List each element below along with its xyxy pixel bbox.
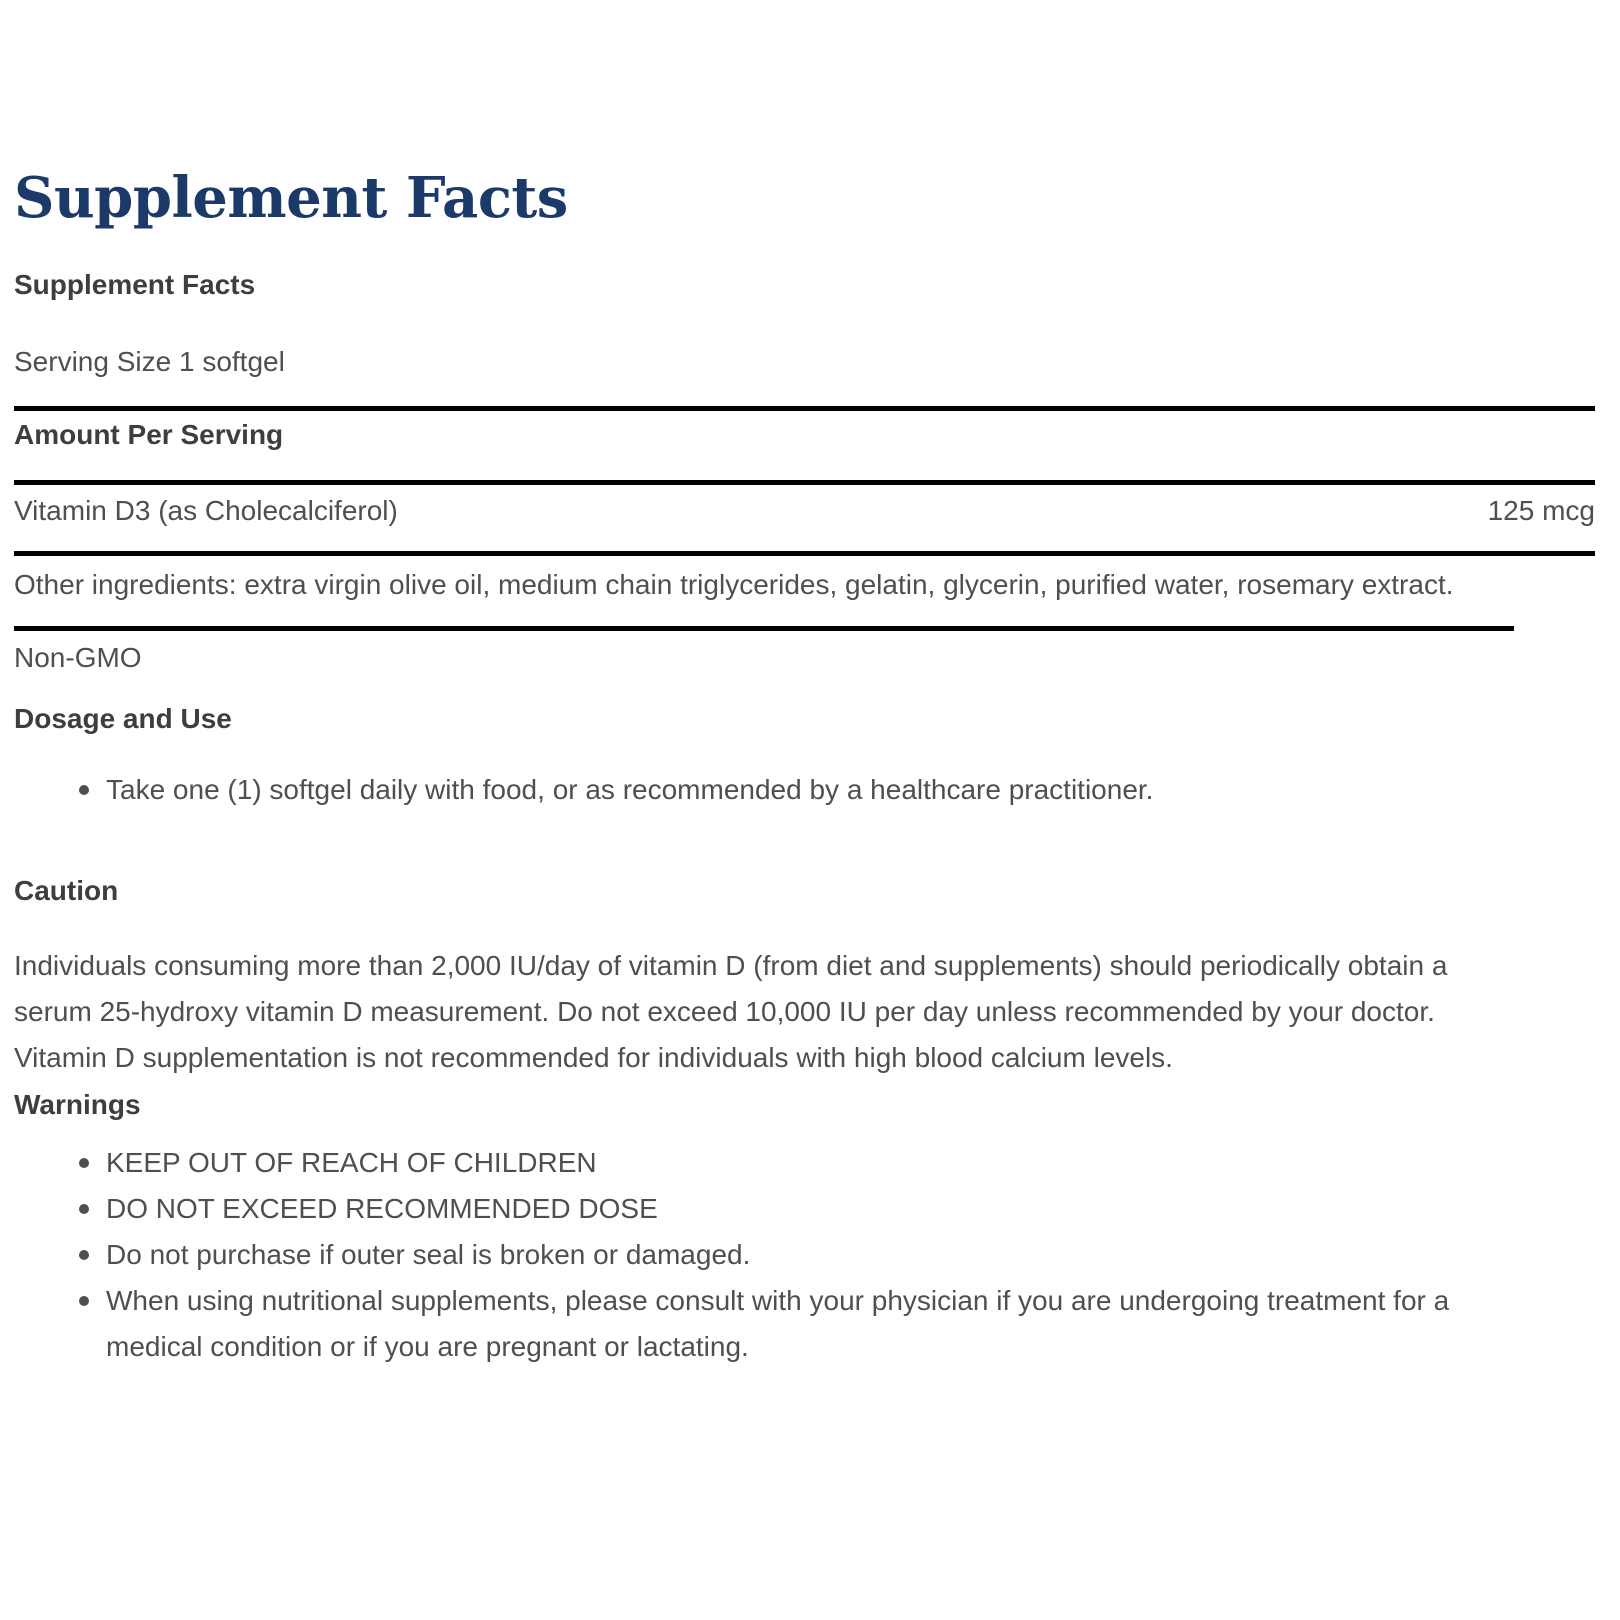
dosage-list [14,767,1544,813]
warnings-list [14,1140,1544,1370]
warnings-section [14,1090,1595,1370]
nutrient-name: Vitamin D3 (as Cholecalciferol) [14,494,398,526]
supplement-facts-section [14,270,1595,674]
amount-per-serving-header: Amount Per Serving [14,406,1595,485]
facts-label-heading: Supplement Facts [14,269,256,301]
warning-item: DO NOT EXCEED RECOMMENDED DOSE [106,1186,1544,1232]
nutrient-amount: 125 mcg [1487,494,1595,526]
warning-item: Do not purchase if outer seal is broken or damaged. [106,1232,1544,1278]
other-ingredients: Other ingredients: extra virgin olive oil, medium chain triglycerides, gelatin, glycerin, purified water, rosemary extract. [14,556,1514,631]
serving-size: Serving Size 1 softgel [14,345,285,377]
caution-heading: Caution [14,875,119,907]
facts-table [14,406,1595,631]
caution-text: Individuals consuming more than 2,000 IU/day of vitamin D (from diet and supplements) should periodically obtain a serum 25-hydroxy vitamin D measurement. Do not exceed 10,000 IU per day unless recommended by your doctor. Vitamin D supplementation is not recommended for individuals with high blood calcium levels. [14,950,1448,1074]
warnings-heading: Warnings [14,1089,141,1121]
warning-item: KEEP OUT OF REACH OF CHILDREN [106,1140,1544,1186]
dosage-heading: Dosage and Use [14,702,232,734]
dosage-item: Take one (1) softgel daily with food, or as recommended by a healthcare practitioner. [106,767,1544,813]
nutrient-row [14,485,1595,556]
caution-section [14,876,1595,1081]
non-gmo-note: Non-GMO [14,641,142,673]
dosage-section [14,704,1595,814]
page-title: Supplement Facts [14,165,568,231]
warning-item: When using nutritional supplements, please consult with your physician if you are undergoing treatment for a medical condition or if you are pregnant or lactating. [106,1278,1544,1370]
